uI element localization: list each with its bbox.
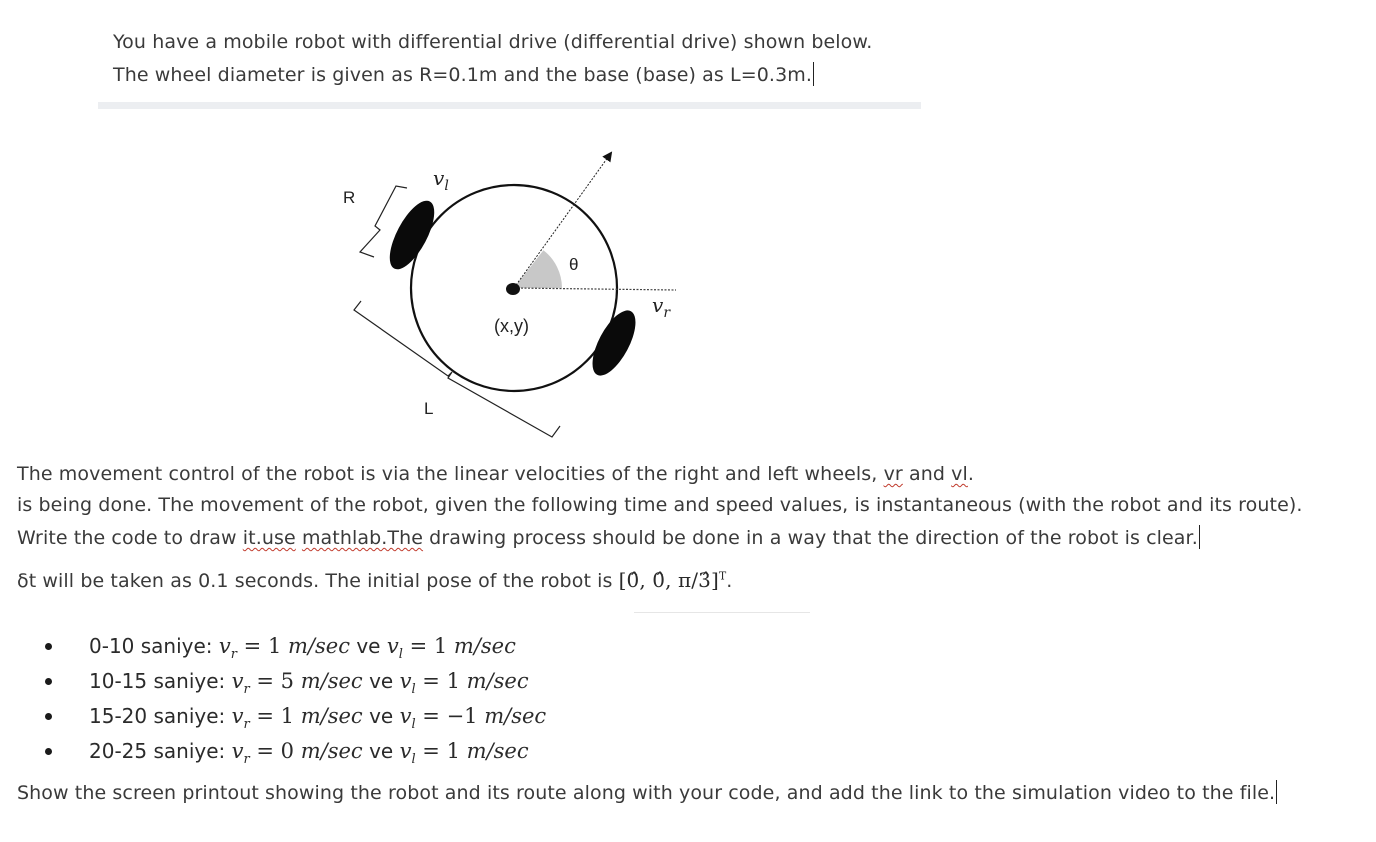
pose-transpose: T bbox=[718, 569, 727, 583]
heading-arrow bbox=[514, 153, 611, 288]
speed-time: 10-15 saniye: bbox=[89, 669, 226, 693]
speed-conj: ve bbox=[356, 634, 381, 658]
pose-divider bbox=[634, 612, 810, 613]
body-line-4-text: δt will be taken as 0.1 seconds. The initial pose of the robot is bbox=[17, 570, 619, 592]
closing-text: Show the screen printout showing the robot and its route along with your code, and add the link to the simulation video to the file. bbox=[17, 782, 1276, 804]
body-line-1-text: The movement control of the robot is via the linear velocities of the right and left wheels, bbox=[17, 463, 884, 485]
label-vr: $v_r$ bbox=[652, 293, 671, 321]
list-item bbox=[45, 701, 546, 736]
label-xy: (x,y) bbox=[494, 316, 529, 336]
body-line-1 bbox=[17, 463, 974, 485]
horizontal-reference bbox=[514, 288, 676, 290]
vr-term: vr bbox=[883, 463, 903, 485]
speed-vr: $v_r = 0$ m/sec bbox=[231, 739, 363, 768]
theta-wedge bbox=[514, 250, 562, 288]
body-line-3-text: Write the code to draw bbox=[17, 527, 243, 549]
l-bracket bbox=[354, 301, 560, 437]
mathlab-term: mathlab.The bbox=[301, 527, 424, 549]
robot-diagram bbox=[330, 140, 690, 440]
body-line-2: is being done. The movement of the robot, given the following time and speed values, is instantaneous (with the robot and its route). bbox=[17, 494, 1303, 516]
list-item bbox=[45, 666, 546, 701]
body-line-1-end: . bbox=[967, 463, 975, 485]
text-caret bbox=[813, 62, 814, 86]
body-line-1-and: and bbox=[902, 463, 952, 485]
intro-line-2 bbox=[113, 62, 814, 86]
body-line-4 bbox=[17, 568, 732, 592]
label-theta: θ bbox=[569, 255, 579, 274]
speed-time: 0-10 saniye: bbox=[89, 634, 213, 658]
speed-time: 20-25 saniye: bbox=[89, 739, 226, 763]
bullet-icon bbox=[45, 678, 52, 685]
speed-conj: ve bbox=[369, 669, 394, 693]
list-item bbox=[45, 631, 546, 666]
speed-vl: $v_l = 1$ m/sec bbox=[399, 669, 529, 698]
speed-conj: ve bbox=[369, 704, 394, 728]
speed-conj: ve bbox=[369, 739, 394, 763]
itUse-term: it.use bbox=[242, 527, 296, 549]
speed-vl: $v_l = 1$ m/sec bbox=[386, 634, 516, 663]
bullet-icon bbox=[45, 713, 52, 720]
speed-vl: $v_l = 1$ m/sec bbox=[399, 739, 529, 768]
bullet-icon bbox=[45, 643, 52, 650]
vl-term: vl bbox=[951, 463, 968, 485]
label-L: L bbox=[424, 399, 434, 418]
text-caret-3 bbox=[1276, 780, 1277, 804]
center-point bbox=[506, 283, 520, 295]
initial-pose: [0̂, 0̂, π/3̂] bbox=[618, 568, 719, 592]
speed-vr: $v_r = 1$ m/sec bbox=[218, 634, 350, 663]
label-R: R bbox=[343, 188, 356, 207]
intro-line-2-text: The wheel diameter is given as R=0.1m and the base (base) as L=0.3m. bbox=[113, 64, 813, 86]
intro-separator bbox=[98, 102, 921, 109]
body-line-4-end: . bbox=[726, 570, 733, 592]
text-caret-2 bbox=[1199, 525, 1200, 549]
intro-line-1: You have a mobile robot with differential drive (differential drive) shown below. bbox=[113, 31, 873, 53]
speed-vl: $v_l = -1$ m/sec bbox=[399, 704, 547, 733]
closing-line bbox=[17, 780, 1277, 804]
speed-vr: $v_r = 1$ m/sec bbox=[231, 704, 363, 733]
label-vl: $v_l$ bbox=[433, 166, 449, 194]
left-wheel bbox=[381, 194, 443, 275]
body-line-3 bbox=[17, 525, 1200, 549]
speed-list bbox=[45, 631, 546, 771]
bullet-icon bbox=[45, 748, 52, 755]
speed-vr: $v_r = 5$ m/sec bbox=[231, 669, 363, 698]
speed-time: 15-20 saniye: bbox=[89, 704, 226, 728]
body-line-3-rest: drawing process should be done in a way that the direction of the robot is clear. bbox=[423, 527, 1198, 549]
list-item bbox=[45, 736, 546, 771]
